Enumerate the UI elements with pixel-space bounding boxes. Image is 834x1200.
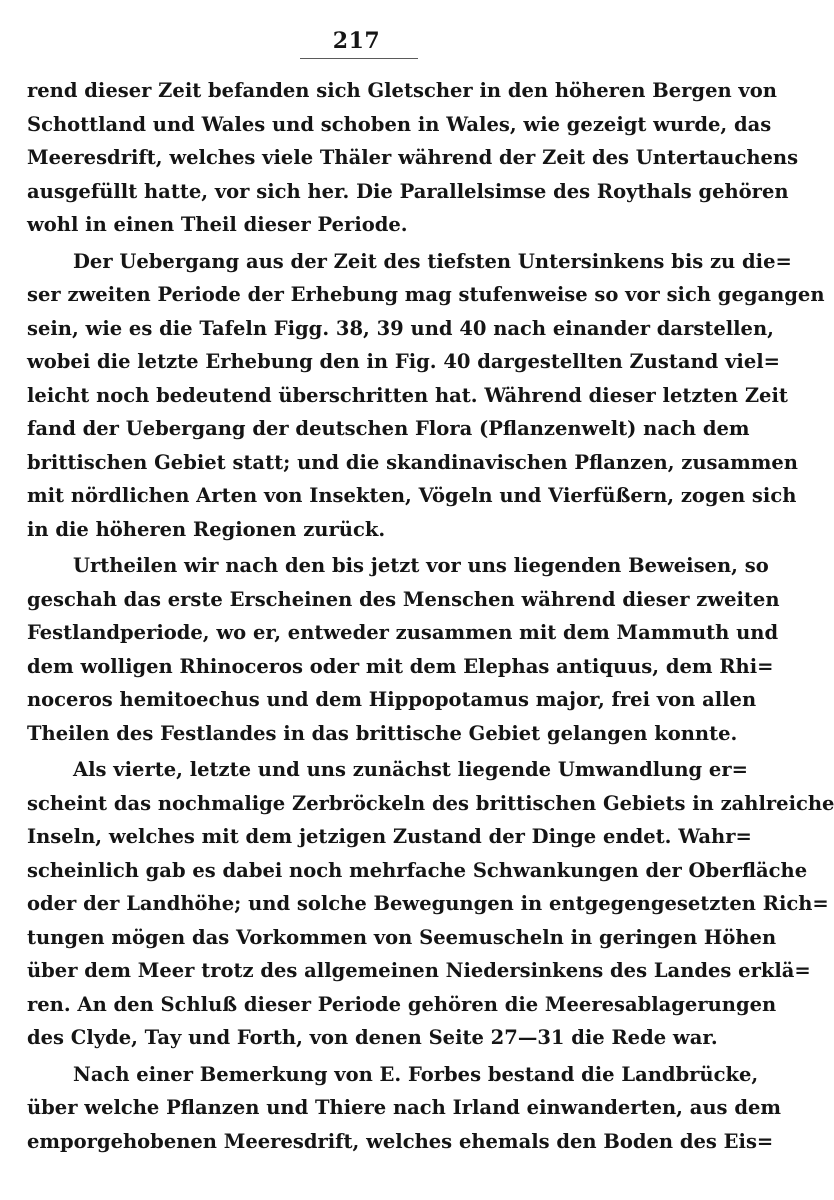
text-line: tungen mögen das Vorkommen von Seemuscheln in geringen Höhen bbox=[27, 925, 777, 949]
text-line: über welche Pflanzen und Thiere nach Irland einwanderten, aus dem bbox=[27, 1096, 781, 1119]
text-line: sein, wie es die Tafeln Figg. 38, 39 und 40 nach einander darstellen, bbox=[27, 316, 774, 340]
text-line: mit nördlichen Arten von Insekten, Vögeln und Vierfüßern, zogen sich bbox=[27, 484, 797, 507]
text-line: scheinlich gab es dabei noch mehrfache Schwankungen der Oberfläche bbox=[27, 858, 808, 882]
text-line: Meeresdrift, welches viele Thäler während der Zeit des Untertauchens bbox=[27, 146, 799, 169]
text-line: über dem Meer trotz des allgemeinen Niedersinkens des Landes erklä= bbox=[27, 959, 811, 982]
text-line: Schottland und Wales und schoben in Wales, wie gezeigt wurde, das bbox=[27, 112, 772, 136]
text-line: in die höheren Regionen zurück. bbox=[27, 517, 386, 541]
text-line: fand der Uebergang der deutschen Flora (Pflanzenwelt) nach dem bbox=[27, 417, 750, 440]
text-line: Inseln, welches mit dem jetzigen Zustand der Dinge endet. Wahr= bbox=[27, 825, 752, 848]
text-line: wohl in einen Theil dieser Periode. bbox=[27, 213, 408, 236]
text-line: ausgefüllt hatte, vor sich her. Die Parallelsimse des Roythals gehören bbox=[27, 179, 789, 203]
text-line: dem wolligen Rhinoceros oder mit dem Elephas antiquus, dem Rhi= bbox=[27, 654, 774, 678]
text-line: oder der Landhöhe; und solche Bewegungen in entgegengesetzten Rich= bbox=[27, 892, 829, 915]
header-rule bbox=[300, 58, 418, 59]
text-line: geschah das erste Erscheinen des Menschen während dieser zweiten bbox=[27, 587, 780, 611]
page-number: 217 bbox=[332, 28, 381, 54]
text-line: wobei die letzte Erhebung den in Fig. 40 dargestellten Zustand viel= bbox=[27, 350, 780, 373]
text-line: Theilen des Festlandes in das brittische Gebiet gelangen konnte. bbox=[27, 721, 738, 745]
text-line: leicht noch bedeutend überschritten hat. Während dieser letzten Zeit bbox=[27, 383, 788, 407]
paragraph-first-line: Urtheilen wir nach den bis jetzt vor uns liegenden Beweisen, so bbox=[73, 554, 769, 577]
text-line: ser zweiten Periode der Erhebung mag stufenweise so vor sich gegangen bbox=[27, 283, 825, 306]
text-line: Festlandperiode, wo er, entweder zusammen mit dem Mammuth und bbox=[27, 621, 779, 644]
text-line: brittischen Gebiet statt; und die skandinavischen Pflanzen, zusammen bbox=[27, 450, 798, 474]
paragraph-first-line: Als vierte, letzte und uns zunächst liegende Umwandlung er= bbox=[73, 758, 748, 781]
text-line: scheint das nochmalige Zerbröckeln des brittischen Gebiets in zahlreiche bbox=[27, 791, 834, 815]
text-line: des Clyde, Tay und Forth, von denen Seite 27—31 die Rede war. bbox=[27, 1026, 718, 1049]
text-line: noceros hemitoechus und dem Hippopotamus major, frei von allen bbox=[27, 688, 757, 711]
paragraph-first-line: Der Uebergang aus der Zeit des tiefsten Untersinkens bis zu die= bbox=[73, 249, 792, 273]
text-line: ren. An den Schluß dieser Periode gehören die Meeresablagerungen bbox=[27, 992, 777, 1016]
text-line: rend dieser Zeit befanden sich Gletscher in den höheren Bergen von bbox=[27, 79, 777, 102]
body-text bbox=[27, 74, 834, 1158]
text-line: emporgehobenen Meeresdrift, welches ehemals den Boden des Eis= bbox=[27, 1129, 774, 1153]
paragraph-first-line: Nach einer Bemerkung von E. Forbes bestand die Landbrücke, bbox=[73, 1062, 759, 1086]
